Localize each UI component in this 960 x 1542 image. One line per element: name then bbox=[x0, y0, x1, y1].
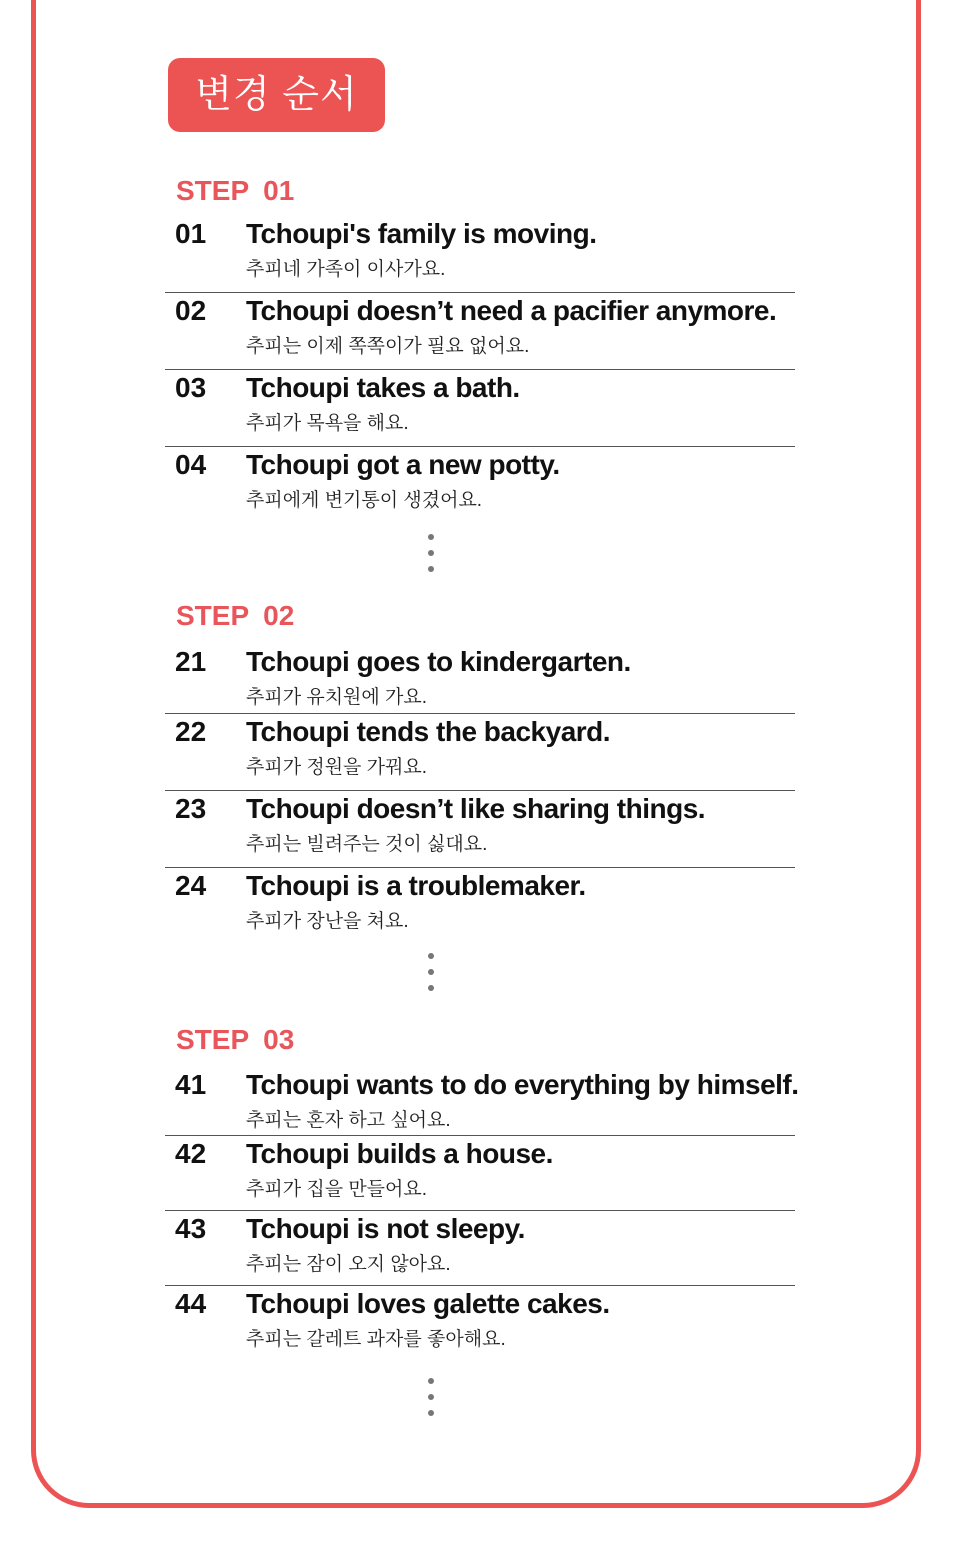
item-title-ko: 추피는 혼자 하고 싶어요. bbox=[246, 1110, 451, 1131]
list-item bbox=[165, 868, 795, 945]
list-item bbox=[165, 216, 795, 293]
item-title-ko: 추피는 잠이 오지 않아요. bbox=[246, 1254, 451, 1275]
step-list bbox=[165, 644, 795, 945]
step-label: STEP bbox=[176, 600, 250, 631]
list-item bbox=[165, 714, 795, 791]
item-title-en: Tchoupi doesn’t need a pacifier anymore. bbox=[246, 295, 777, 326]
item-title-en: Tchoupi builds a house. bbox=[246, 1138, 553, 1169]
item-title-en: Tchoupi doesn’t like sharing things. bbox=[246, 793, 706, 824]
item-title-en: Tchoupi is not sleepy. bbox=[246, 1213, 525, 1244]
list-item bbox=[165, 644, 795, 714]
item-number: 42 bbox=[175, 1138, 207, 1169]
step-label: STEP bbox=[176, 175, 250, 206]
item-title-ko: 추피가 장난을 쳐요. bbox=[246, 911, 409, 932]
item-title-ko: 추피네 가족이 이사가요. bbox=[246, 259, 446, 280]
item-title-en: Tchoupi loves galette cakes. bbox=[246, 1288, 610, 1319]
item-title-ko: 추피가 정원을 가꿔요. bbox=[246, 757, 428, 778]
list-item bbox=[165, 1067, 799, 1136]
list-item bbox=[165, 370, 795, 447]
item-number: 03 bbox=[175, 372, 207, 403]
item-title-en: Tchoupi tends the backyard. bbox=[246, 716, 611, 747]
item-title-en: Tchoupi wants to do everything by himself. bbox=[246, 1069, 799, 1100]
more-ellipsis-icon bbox=[428, 1378, 434, 1426]
list-item bbox=[165, 791, 795, 868]
more-ellipsis-icon bbox=[428, 534, 434, 582]
item-title-ko: 추피가 유치원에 가요. bbox=[246, 687, 428, 708]
step-list bbox=[165, 216, 795, 524]
item-number: 23 bbox=[175, 793, 207, 824]
list-item bbox=[165, 293, 795, 370]
item-number: 44 bbox=[175, 1288, 207, 1319]
list-item bbox=[165, 1211, 795, 1286]
title-badge: 변경 순서 bbox=[168, 58, 385, 132]
item-title-en: Tchoupi takes a bath. bbox=[246, 372, 520, 403]
step-number: 02 bbox=[263, 600, 295, 631]
item-number: 01 bbox=[175, 218, 207, 249]
item-number: 41 bbox=[175, 1069, 207, 1100]
step-list bbox=[165, 1067, 799, 1363]
item-number: 04 bbox=[175, 449, 207, 480]
step-number: 01 bbox=[263, 175, 295, 206]
item-number: 22 bbox=[175, 716, 207, 747]
step-heading bbox=[176, 1024, 294, 1056]
step-heading bbox=[176, 600, 294, 632]
item-title-ko: 추피가 목욕을 해요. bbox=[246, 413, 409, 434]
item-number: 21 bbox=[175, 646, 207, 677]
list-item bbox=[165, 1136, 795, 1211]
item-title-en: Tchoupi got a new potty. bbox=[246, 449, 560, 480]
step-label: STEP bbox=[176, 1024, 250, 1055]
list-item bbox=[165, 447, 795, 524]
item-number: 02 bbox=[175, 295, 207, 326]
more-ellipsis-icon bbox=[428, 953, 434, 1001]
item-number: 43 bbox=[175, 1213, 207, 1244]
list-item bbox=[165, 1286, 795, 1363]
step-heading bbox=[176, 175, 294, 207]
item-title-en: Tchoupi goes to kindergarten. bbox=[246, 646, 631, 677]
item-title-ko: 추피는 이제 쪽쪽이가 필요 없어요. bbox=[246, 336, 530, 357]
item-title-ko: 추피가 집을 만들어요. bbox=[246, 1179, 428, 1200]
item-title-en: Tchoupi's family is moving. bbox=[246, 218, 597, 249]
step-number: 03 bbox=[263, 1024, 295, 1055]
item-title-ko: 추피는 갈레트 과자를 좋아해요. bbox=[246, 1329, 506, 1350]
item-number: 24 bbox=[175, 870, 207, 901]
item-title-en: Tchoupi is a troublemaker. bbox=[246, 870, 586, 901]
item-title-ko: 추피에게 변기통이 생겼어요. bbox=[246, 490, 483, 511]
item-title-ko: 추피는 빌려주는 것이 싫대요. bbox=[246, 834, 488, 855]
